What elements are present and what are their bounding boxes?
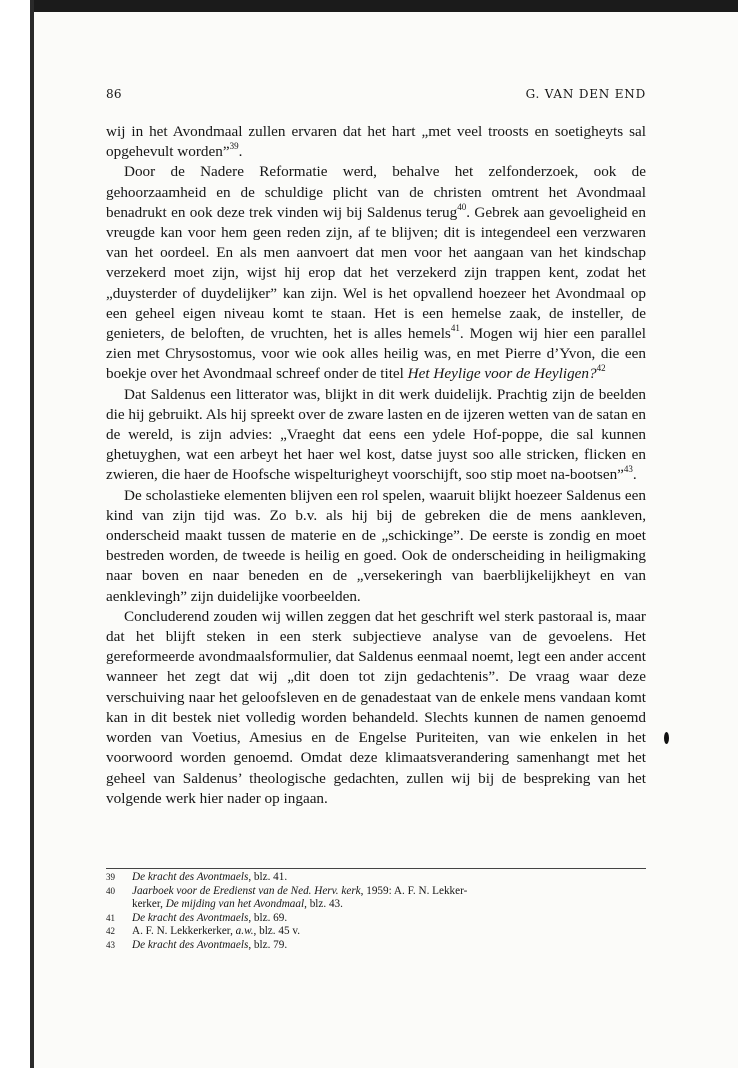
footnote-ref-42[interactable]: 42 (596, 363, 606, 374)
running-head: G. VAN DEN END (525, 87, 646, 101)
footnote-ref-43[interactable]: 43 (623, 464, 633, 475)
footnote-40: 40 Jaarboek voor de Eredienst van de Ned. Herv. kerk, 1959: A. F. N. Lekker- kerker, De mijding van het Avondmaal, blz. 43. (106, 884, 468, 911)
paragraph-5: Concluderend zouden wij willen zeggen dat het geschrift wel sterk pastoraal is, maar dat het blijft steken in een sterk subjectieve analyse van de gevoelens. Het gereformeerde avondmaalsformulier, dat Saldenus eenmaal noemt, legt een ander accent wanneer het zegt dat wij „dit doen tot zijn gedachtenis”. De vraag waar deze verschuiving naar het geloofsleven en de genadestaat van de enkele mens vandaan komt kan in dit bestek niet volledig worden behandeld. Slechts kunnen de namen genoemd worden van Voetius, Amesius en de Engelse Puriteiten, van wie enkelen in het voorwoord worden genoemd. Omdat deze klimaatsverandering samenhangt met het geheel van Saldenus’ theologische gedachten, zullen wij bij de bespreking van het volgende werk hier nader op ingaan. (106, 607, 646, 807)
footnote-number: 39 (106, 872, 115, 882)
paragraph-4: De scholastieke elementen blijven een rol spelen, waaruit blijkt hoezeer Saldenus een kind van zijn tijd was. Zo b.v. als hij bij de gebreken die de mens aankleven, onderscheid maakt tussen de materie en de „schickinge”. De eerste is zondig en moet bestreden worden, de tweede is heilig en goed. Ook de onderscheiding in heiligmaking naar boven en naar beneden en de „versekeringh van baerblijkelijkheyt en van aenklevingh” zijn duidelijke voorbeelden. (106, 486, 646, 605)
paragraph-1: wij in het Avondmaal zullen ervaren dat het hart „met veel troosts en soetigheyts sal opgehevult worden”$^{39}$. (106, 123, 646, 161)
footnote-ref-39[interactable]: 39 (229, 141, 239, 152)
footnote-42: 42 A. F. N. Lekkerkerker, a.w., blz. 45 v. (106, 925, 301, 938)
page-number: 86 (106, 87, 122, 101)
ink-mark (664, 732, 669, 744)
footnote-number: 43 (106, 939, 115, 950)
footnote-41: 41 De kracht des Avontmaels, blz. 69. (106, 911, 288, 924)
paragraph-3: Dat Saldenus een litterator was, blijkt in dit werk duidelijk. Prachtig zijn de beelden die hij gebruikt. Als hij spreekt over de zware lasten en de ijzeren wetten van de satan en de wereld, is zijn advies: „Vraeght dat eens een ydele Hof-poppe, die sal kunnen ghetuyghen, wat een arbeyt het haer wel kost, datse juyst soo alle stricken, flicken en zwieren, die haer de Hoofsche wispelturigheyt voorschijft, soo stip moet na-bootsen”$^{43}$. (106, 385, 646, 484)
scan-edge-top (30, 0, 738, 12)
footnote-number: 41 (106, 912, 115, 923)
book-title: Het Heylige voor de Heyligen? (407, 365, 597, 383)
footnote-number: 42 (106, 926, 115, 937)
footnote-ref-40[interactable]: 40 (457, 201, 467, 212)
page-header (106, 84, 646, 104)
body-text (106, 122, 646, 809)
footnote-ref-41[interactable]: 41 (450, 322, 460, 333)
paragraph-2: Door de Nadere Reformatie werd, behalve het zelfonderzoek, ook de gehoorzaamheid en de schuldige plicht van de christen omtrent het Avondmaal benadrukt en ook deze trek vinden wij bij Saldenus terug$^{40}$. Gebrek aan gevoeligheid en vreugde kan voor hem geen reden zijn, af te blijven; dit is integendeel een verzwaren van het oordeel. En als men aanvoert dat men voor het aangaan van het kindschap verzekerd moet zijn, wijst hij erop dat het verzekerd zijn trappen kent, zodat het „duysterder of duydelijker” kan zijn. Wel is het opvallend hoezeer het Avondmaal op een geheel eigen niveau komt te staan. Het is een hemelse zaak, de insteller, de genieters, de beloften, de vruchten, het is alles hemels$^{41}$. Mogen wij hier een parallel zien met Chrysostomus, voor wie ook alles heilig was, en met Pierre d’Yvon, die een boekje over het Avondmaal schreef onder de titel Het Heylige voor de Heyligen?$^{42}$ (106, 163, 646, 383)
footnote-39: 39 De kracht des Avontmaels, blz. 41. (106, 871, 288, 883)
footnotes (106, 868, 646, 953)
footnote-43: 43 De kracht des Avontmaels, blz. 79. (106, 938, 288, 951)
footnote-number: 40 (106, 885, 115, 896)
